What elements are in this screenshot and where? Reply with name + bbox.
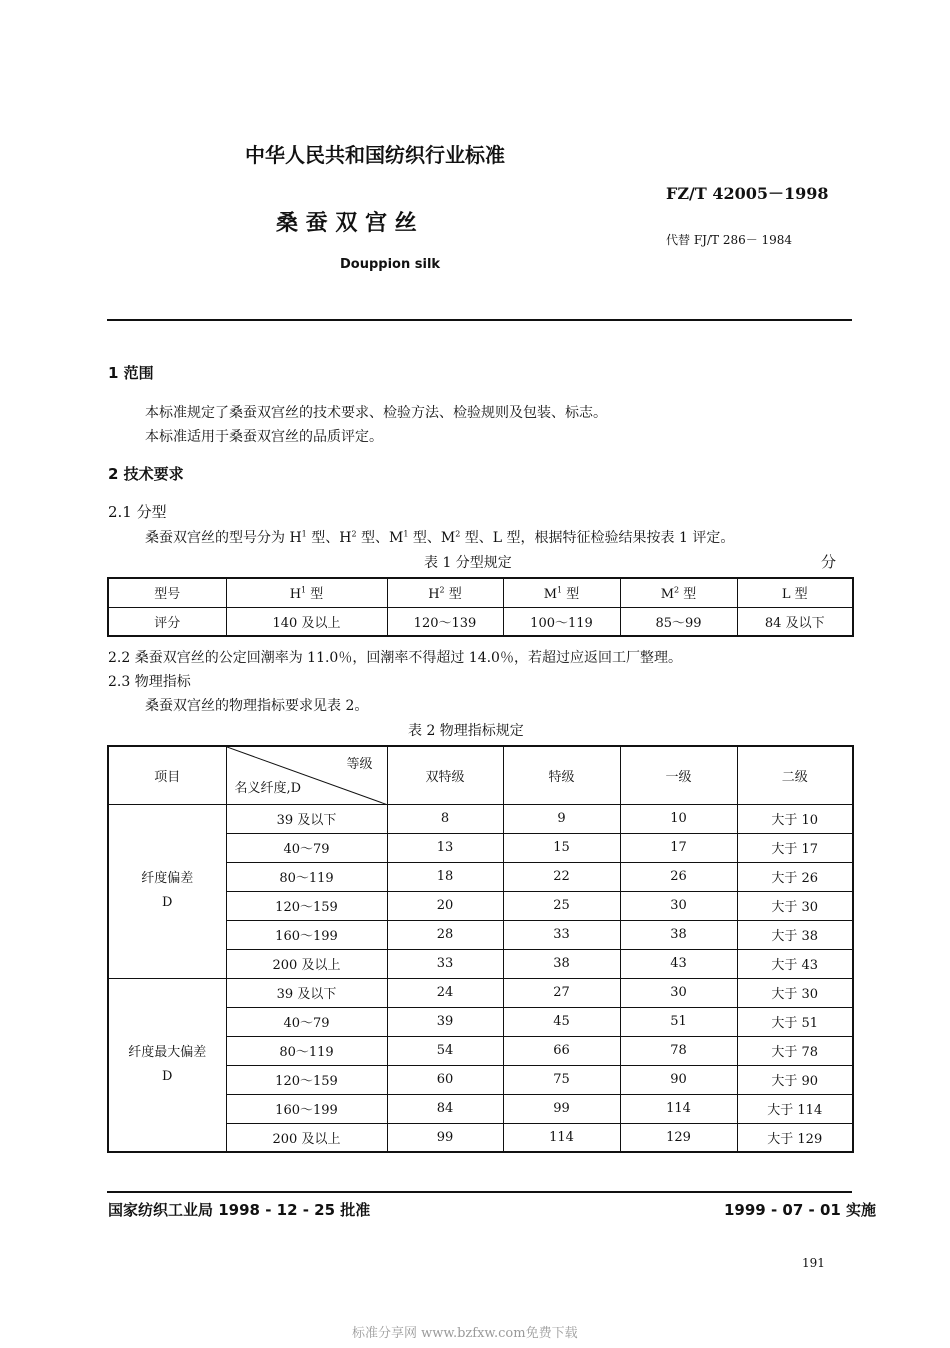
value-cell: 24 xyxy=(387,978,503,1007)
value-cell: 84 xyxy=(387,1094,503,1123)
value-cell: 39 xyxy=(387,1007,503,1036)
table-2-caption: 表 2 物理指标规定 xyxy=(408,723,524,739)
value-cell: 大于 129 xyxy=(737,1123,853,1152)
table-2 xyxy=(107,745,854,1153)
value-cell: 75 xyxy=(503,1065,620,1094)
grade-header: 二级 xyxy=(737,746,853,804)
grade-header: 双特级 xyxy=(387,746,503,804)
english-title: Douppion silk xyxy=(340,257,441,272)
value-cell: 66 xyxy=(503,1036,620,1065)
value-cell: 51 xyxy=(620,1007,737,1036)
section-2-1-para: 桑蚕双宫丝的型号分为 $H^1$ 型、$H^2$ 型、$M^1$ 型、$M^2$ 型、L 型，根据特征检验结果按表 1 评定。 xyxy=(145,529,735,546)
value-cell: 26 xyxy=(620,862,737,891)
table-1 xyxy=(107,577,854,637)
group-label: 纤度最大偏差 D xyxy=(108,978,226,1152)
value-cell: 43 xyxy=(620,949,737,978)
value-cell: 大于 17 xyxy=(737,833,853,862)
value-cell: 17 xyxy=(620,833,737,862)
section-2-3-heading: 2.3 物理指标 xyxy=(108,674,191,690)
value-cell: 大于 30 xyxy=(737,978,853,1007)
table-1-score-header: 评分 xyxy=(108,607,226,636)
value-cell: 27 xyxy=(503,978,620,1007)
value-cell: 60 xyxy=(387,1065,503,1094)
table-2-diagonal-header xyxy=(226,746,387,804)
value-cell: 8 xyxy=(387,804,503,833)
header-rule xyxy=(107,319,852,321)
table-1-type-m1: $M^1$ 型 xyxy=(503,578,620,607)
value-cell: 99 xyxy=(503,1094,620,1123)
value-cell: 28 xyxy=(387,920,503,949)
section-2-2-para: 2.2 桑蚕双宫丝的公定回潮率为 11.0％，回潮率不得超过 14.0％，若超过应返回工厂整理。 xyxy=(108,650,682,666)
section-2-3-para: 桑蚕双宫丝的物理指标要求见表 2。 xyxy=(145,698,369,714)
value-cell: 大于 90 xyxy=(737,1065,853,1094)
range-cell: 120～159 xyxy=(226,891,387,920)
watermark-text: 标准分享网 www.bzfxw.com免费下载 xyxy=(352,1326,578,1341)
table-1-unit: 分 xyxy=(821,553,837,571)
table-1-type-h2: $H^2$ 型 xyxy=(387,578,503,607)
section-1-para-2: 本标准适用于桑蚕双宫丝的品质评定。 xyxy=(145,429,383,445)
value-cell: 22 xyxy=(503,862,620,891)
value-cell: 大于 30 xyxy=(737,891,853,920)
value-cell: 15 xyxy=(503,833,620,862)
value-cell: 大于 43 xyxy=(737,949,853,978)
range-cell: 40～79 xyxy=(226,833,387,862)
value-cell: 10 xyxy=(620,804,737,833)
value-cell: 30 xyxy=(620,891,737,920)
range-cell: 160～199 xyxy=(226,1094,387,1123)
value-cell: 129 xyxy=(620,1123,737,1152)
replaces-note: 代替 FJ/T 286－ 1984 xyxy=(666,233,793,247)
value-cell: 大于 26 xyxy=(737,862,853,891)
value-cell: 30 xyxy=(620,978,737,1007)
value-cell: 38 xyxy=(503,949,620,978)
document-title: 桑 蚕 双 宫 丝 xyxy=(276,211,417,236)
value-cell: 38 xyxy=(620,920,737,949)
section-2-1-heading: 2.1 分型 xyxy=(108,503,167,521)
range-cell: 120～159 xyxy=(226,1065,387,1094)
value-cell: 18 xyxy=(387,862,503,891)
value-cell: 大于 114 xyxy=(737,1094,853,1123)
value-cell: 大于 78 xyxy=(737,1036,853,1065)
value-cell: 99 xyxy=(387,1123,503,1152)
table-1-caption: 表 1 分型规定 xyxy=(424,555,512,571)
table-2-item-header: 项目 xyxy=(108,746,226,804)
range-cell: 80～119 xyxy=(226,862,387,891)
value-cell: 大于 38 xyxy=(737,920,853,949)
value-cell: 54 xyxy=(387,1036,503,1065)
table-1-type-l: L 型 xyxy=(737,578,853,607)
effective-date: 1999 - 07 - 01 实施 xyxy=(724,1201,877,1219)
value-cell: 114 xyxy=(503,1123,620,1152)
org-title: 中华人民共和国纺织行业标准 xyxy=(245,143,505,167)
table-1-score: 120～139 xyxy=(387,607,503,636)
value-cell: 114 xyxy=(620,1094,737,1123)
value-cell: 大于 10 xyxy=(737,804,853,833)
value-cell: 大于 51 xyxy=(737,1007,853,1036)
section-2-heading: 2 技术要求 xyxy=(108,465,184,483)
range-cell: 200 及以上 xyxy=(226,1123,387,1152)
denier-label: 名义纤度,D xyxy=(234,780,302,796)
approval-note: 国家纺织工业局 1998 - 12 - 25 批准 xyxy=(108,1201,371,1219)
value-cell: 33 xyxy=(387,949,503,978)
standard-number: FZ/T 42005－1998 xyxy=(666,184,829,203)
value-cell: 13 xyxy=(387,833,503,862)
value-cell: 90 xyxy=(620,1065,737,1094)
value-cell: 78 xyxy=(620,1036,737,1065)
table-1-score: 140 及以上 xyxy=(226,607,387,636)
range-cell: 40～79 xyxy=(226,1007,387,1036)
table-1-type-h1: $H^1$ 型 xyxy=(226,578,387,607)
footer-rule xyxy=(107,1191,852,1193)
section-1-heading: 1 范围 xyxy=(108,364,154,382)
value-cell: 45 xyxy=(503,1007,620,1036)
range-cell: 200 及以上 xyxy=(226,949,387,978)
grade-header: 特级 xyxy=(503,746,620,804)
section-1-para-1: 本标准规定了桑蚕双宫丝的技术要求、检验方法、检验规则及包装、标志。 xyxy=(145,405,607,421)
value-cell: 20 xyxy=(387,891,503,920)
range-cell: 160～199 xyxy=(226,920,387,949)
grade-header: 一级 xyxy=(620,746,737,804)
grade-label: 等级 xyxy=(346,757,373,772)
group-label: 纤度偏差 D xyxy=(108,804,226,978)
table-1-type-m2: $M^2$ 型 xyxy=(620,578,737,607)
value-cell: 9 xyxy=(503,804,620,833)
table-1-type-header: 型号 xyxy=(108,578,226,607)
table-1-score: 85～99 xyxy=(620,607,737,636)
value-cell: 25 xyxy=(503,891,620,920)
range-cell: 39 及以下 xyxy=(226,978,387,1007)
range-cell: 80～119 xyxy=(226,1036,387,1065)
table-1-score: 100～119 xyxy=(503,607,620,636)
range-cell: 39 及以下 xyxy=(226,804,387,833)
table-1-score: 84 及以下 xyxy=(737,607,853,636)
value-cell: 33 xyxy=(503,920,620,949)
page-number: 191 xyxy=(802,1256,825,1270)
